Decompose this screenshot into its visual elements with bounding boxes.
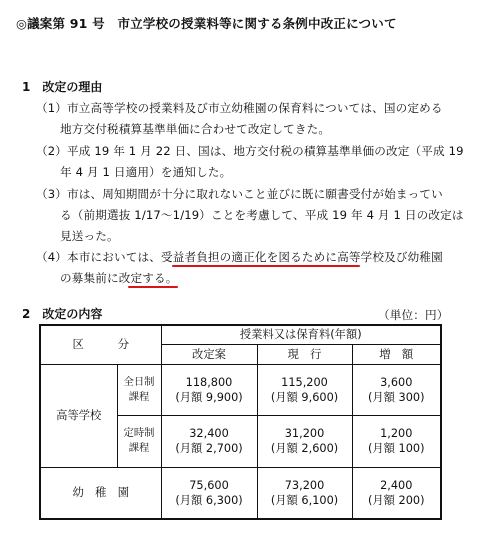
increase-amount: 3,600 xyxy=(380,375,413,389)
fee-table xyxy=(39,324,442,520)
revised-amount: 75,600 xyxy=(189,478,229,492)
course-type-parttime xyxy=(117,415,161,467)
current-cell xyxy=(257,364,352,415)
increase-cell xyxy=(352,415,441,467)
header-current: 現 行 xyxy=(257,344,352,364)
course-type-fulltime xyxy=(117,364,161,415)
reason-2-line-1: （2）平成 19 年 1 月 22 日、国は、地方交付税の積算基準単価の改定（平成 19 xyxy=(36,144,464,158)
header-increase: 増 額 xyxy=(352,344,441,364)
revised-amount: 118,800 xyxy=(185,375,233,389)
increase-amount: 2,400 xyxy=(380,478,413,492)
course-type-suffix: 課程 xyxy=(128,442,150,454)
reason-3-line-1: （3）市は、周知期間が十分に取れないこと並びに既に願書受付が始まってい xyxy=(36,187,443,201)
reason-4-line-2: の募集前に改定する。 xyxy=(60,271,178,285)
current-amount: 73,200 xyxy=(284,478,325,492)
red-underline-2 xyxy=(128,286,178,288)
reason-2-line-2: 年 4 月 1 日適用）を通知した。 xyxy=(60,165,232,179)
header-revised: 改定案 xyxy=(161,344,257,364)
table-row xyxy=(40,467,441,519)
revised-monthly: (月額 6,300) xyxy=(175,493,243,507)
section-1-heading: 1 改定の理由 xyxy=(22,80,103,94)
document-title: ◎議案第 91 号 市立学校の授業料等に関する条例中改正について xyxy=(16,16,397,31)
current-cell xyxy=(257,415,352,467)
increase-monthly: (月額 100) xyxy=(367,442,425,455)
increase-monthly: (月額 300) xyxy=(367,390,425,404)
increase-monthly: (月額 200) xyxy=(367,493,425,507)
increase-cell xyxy=(352,467,441,519)
revised-cell xyxy=(161,415,257,467)
current-amount: 115,200 xyxy=(281,375,328,389)
revised-monthly: (月額 9,900) xyxy=(175,390,243,404)
current-cell xyxy=(257,467,352,519)
header-category: 区 分 xyxy=(40,325,161,364)
header-fee-group: 授業料又は保育料(年額) xyxy=(161,325,441,344)
revised-cell xyxy=(161,364,257,415)
current-monthly: (月額 9,600) xyxy=(270,390,339,404)
revised-cell xyxy=(161,467,257,519)
revised-monthly: (月額 2,700) xyxy=(175,442,243,455)
reason-1-line-2: 地方交付税積算基準単価に合わせて改定してきた。 xyxy=(60,122,331,136)
reason-3-line-3: 見送った。 xyxy=(60,229,119,243)
unit-label: （単位：円） xyxy=(378,308,449,322)
school-label: 高等学校 xyxy=(40,364,117,467)
section-2-heading: 2 改定の内容 xyxy=(22,307,103,321)
kindergarten-label: 幼 稚 園 xyxy=(40,467,161,519)
course-type-label: 定時制 xyxy=(123,427,155,439)
revised-amount: 32,400 xyxy=(189,427,229,440)
increase-cell xyxy=(352,364,441,415)
increase-amount: 1,200 xyxy=(380,427,413,440)
reason-1-line-1: （1）市立高等学校の授業料及び市立幼稚園の保育料については、国の定める xyxy=(36,101,443,115)
current-amount: 31,200 xyxy=(284,427,325,440)
red-underline-1 xyxy=(172,265,360,267)
current-monthly: (月額 6,100) xyxy=(270,493,339,507)
course-type-label: 全日制 xyxy=(123,375,155,388)
reason-3-line-2: る（前期選抜 1/17～1/19）ことを考慮して、平成 19 年 4 月 1 日の改定は xyxy=(60,208,464,222)
course-type-suffix: 課程 xyxy=(128,390,150,403)
reason-4-line-1: （4）本市においては、受益者負担の適正化を図るために高等学校及び幼稚園 xyxy=(36,250,443,264)
current-monthly: (月額 2,600) xyxy=(270,442,339,455)
table-row xyxy=(40,364,441,415)
